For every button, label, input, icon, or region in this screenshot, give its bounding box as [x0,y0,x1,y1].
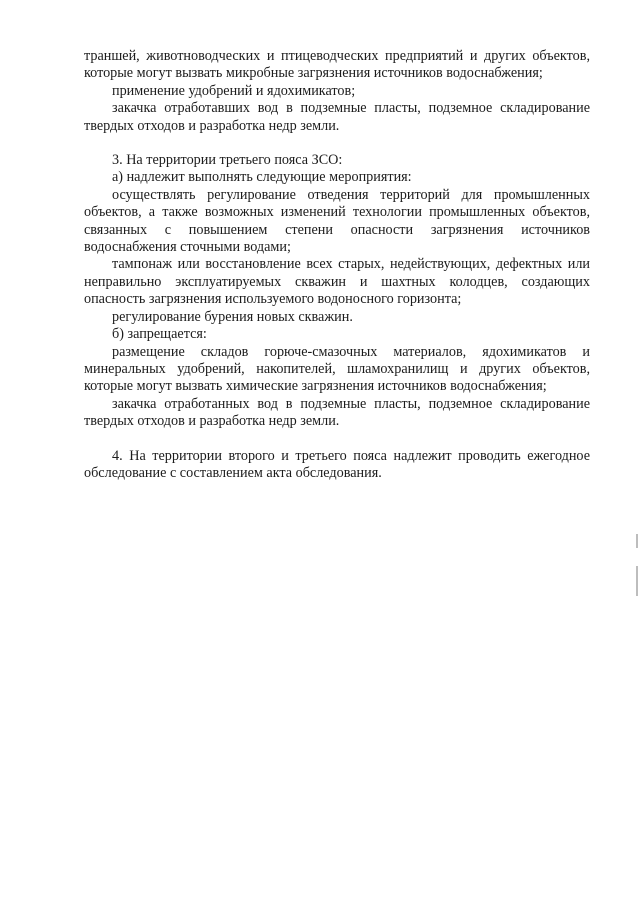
section-4-paragraph: 4. На территории второго и третьего пояса надлежит проводить ежегодное обследование с составлением акта обследования. [84,447,590,481]
paragraph-storage-ban: размещение складов горюче-смазочных материалов, ядохимикатов и минеральных удобрений, накопителей, шламохранилищ и других объектов, которые могут вызвать химические загрязнения источников водоснабжения; [84,343,590,395]
paragraph-land-regulation: осуществлять регулирование отведения территорий для промышленных объектов, а также возможных изменений технологии промышленных объектов, связанных с повышением степени опасности загрязнения источников водоснабжения сточными водами; [84,186,590,256]
document-body [84,48,590,482]
paragraph-wastewater-injection: закачка отработавших вод в подземные пласты, подземное складирование твердых отходов и разработка недр земли. [84,100,590,134]
paragraph-fertilizers: применение удобрений и ядохимикатов; [112,82,356,99]
paragraph-continuation: траншей, животноводческих и птицеводческих предприятий и других объектов, которые могут вызвать микробные загрязнения источников водоснабжения; [84,48,590,82]
section-3-heading: 3. На территории третьего пояса ЗСО: [112,152,343,169]
paragraph-injection-ban: закачка отработанных вод в подземные пласты, подземное складирование твердых отходов и разработка недр земли. [84,395,590,430]
scan-edge-mark-lower [636,566,638,596]
paragraph-drilling-regulation: регулирование бурения новых скважин. [112,308,353,325]
scan-edge-mark-upper [636,534,638,548]
subsection-b-heading: б) запрещается: [112,326,207,343]
subsection-a-heading: а) надлежит выполнять следующие мероприятия: [112,169,412,186]
paragraph-well-plugging: тампонаж или восстановление всех старых, недействующих, дефектных или неправильно эксплуатируемых скважин и шахтных колодцев, создающих опасность загрязнения используемого водоносного горизонта; [84,256,590,308]
